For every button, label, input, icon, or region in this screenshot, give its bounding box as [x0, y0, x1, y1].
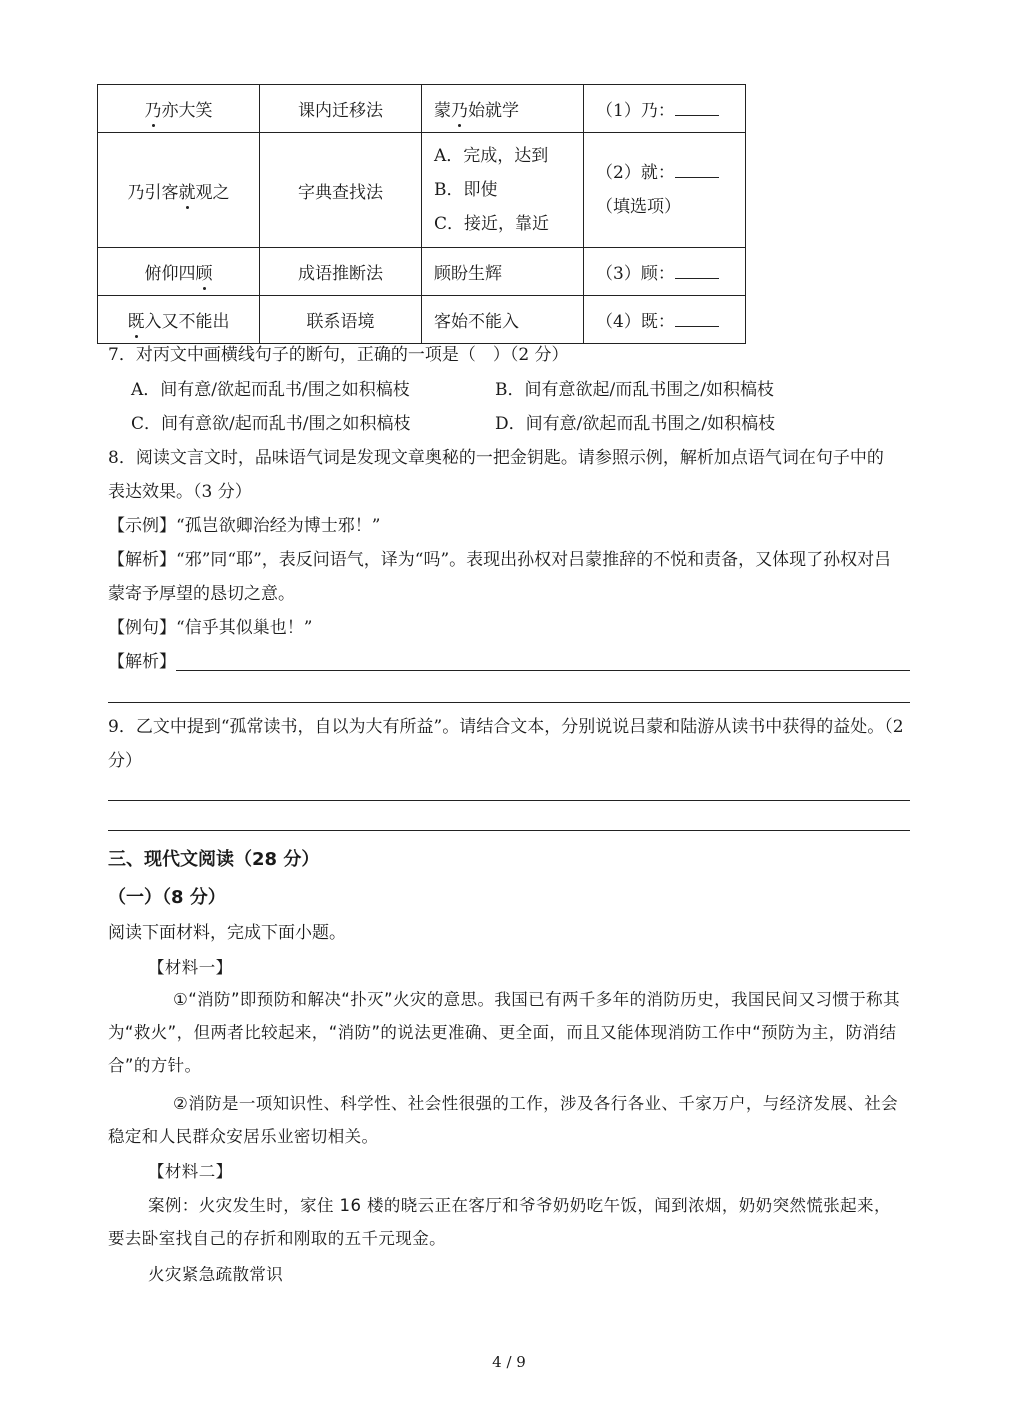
q9-line2: 分） — [108, 751, 142, 771]
q8-answer-line[interactable] — [176, 670, 910, 671]
table-row — [98, 296, 746, 344]
emphasis-dot-char: 就 — [179, 178, 196, 203]
vocab-table — [97, 84, 746, 344]
answer-blank[interactable] — [675, 310, 719, 327]
q8-stem-line1: 8．阅读文言文时，品味语气词是发现文章奥秘的一把金钥匙。请参照示例，解析加点语气词在句子中的 — [108, 448, 884, 468]
material1-text: ①“消防”即预防和解决“扑灭”火灾的意思。我国已有两千多年的消防历史，我国民间又习惯于称其 — [173, 990, 900, 1009]
q7-option-b[interactable]: B．间有意欲起/而乱书围之/如积槁枝 — [495, 380, 774, 400]
q8-stem-line2: 表达效果。（3 分） — [108, 482, 252, 502]
q7-option-a[interactable]: A．间有意/欲起而乱书/围之如积槁枝 — [131, 380, 410, 400]
table-cell: 顾盼生辉 — [422, 248, 584, 296]
emphasis-dot-char: 既 — [128, 307, 145, 332]
table-cell: 俯仰四顾 — [98, 248, 260, 296]
emphasis-dot-char: 顾 — [196, 259, 213, 284]
section-title: 三、现代文阅读（28 分） — [108, 849, 320, 870]
table-cell: 联系语境 — [260, 296, 422, 344]
options-cell — [422, 133, 584, 248]
table-cell: 字典查找法 — [260, 133, 422, 248]
fill-option-note: （填选项） — [596, 197, 681, 217]
q8-answer-label: 【解析】 — [108, 652, 176, 672]
q9-line1: 9．乙文中提到“孤常读书，自以为大有所益”。请结合文本，分别说说吕蒙和陆游从读书中获得的益处。（2 — [108, 717, 904, 737]
table-row — [98, 248, 746, 296]
table-cell: 乃亦大笑 — [98, 85, 260, 133]
emphasis-dot-char: 乃 — [451, 96, 468, 121]
option-b: B．即使 — [434, 180, 498, 200]
answer-cell: （2）就： （填选项） — [584, 133, 746, 248]
material2-text: 案例：火灾发生时，家住 16 楼的晓云正在客厅和爷爷奶奶吃午饭，闻到浓烟，奶奶突然慌张起来， — [148, 1196, 891, 1215]
table-cell: 蒙乃始就学 — [422, 85, 584, 133]
table-cell: 既入又不能出 — [98, 296, 260, 344]
material2-heading: 火灾紧急疏散常识 — [148, 1265, 284, 1284]
table-cell: 课内迁移法 — [260, 85, 422, 133]
table-cell: 成语推断法 — [260, 248, 422, 296]
table-cell: 乃引客就观之 — [98, 133, 260, 248]
section-intro: 阅读下面材料，完成下面小题。 — [108, 923, 346, 943]
answer-cell: （4）既： — [584, 296, 746, 344]
q9-answer-line[interactable] — [108, 830, 910, 831]
q8-analysis-line2: 蒙寄予厚望的恳切之意。 — [108, 584, 295, 604]
table-row — [98, 133, 746, 248]
q8-example: 【示例】“孤岂欲卿治经为博士邪！” — [108, 516, 381, 536]
emphasis-dot-char: 乃 — [145, 96, 162, 121]
option-a: A．完成，达到 — [434, 146, 549, 166]
material1-text: 为“救火”，但两者比较起来，“消防”的说法更准确、更全面，而且又能体现消防工作中“预防为主，防消结 — [108, 1023, 897, 1042]
answer-cell: （3）顾： — [584, 248, 746, 296]
answer-blank[interactable] — [675, 262, 719, 279]
q8-answer-line[interactable] — [108, 702, 910, 703]
page-number: 4 / 9 — [492, 1353, 526, 1371]
material1-text: 稳定和人民群众安居乐业密切相关。 — [108, 1127, 379, 1146]
material1-text: 合”的方针。 — [108, 1056, 202, 1075]
table-cell: 客始不能入 — [422, 296, 584, 344]
answer-cell: （1）乃： — [584, 85, 746, 133]
table-row — [98, 85, 746, 133]
q7-option-d[interactable]: D．间有意/欲起而乱书围之/如积槁枝 — [495, 414, 776, 434]
q8-sentence: 【例句】“信乎其似巢也！” — [108, 618, 313, 638]
q7-option-c[interactable]: C．间有意欲/起而乱书/围之如积槁枝 — [131, 414, 411, 434]
q8-analysis-line1: 【解析】“邪”同“耶”，表反问语气，译为“吗”。表现出孙权对吕蒙推辞的不悦和责备，又体现了孙权对吕 — [108, 550, 892, 570]
material1-text: ②消防是一项知识性、科学性、社会性很强的工作，涉及各行各业、千家万户，与经济发展、社会 — [173, 1094, 898, 1113]
answer-blank[interactable] — [675, 99, 719, 116]
q7-stem: 7．对丙文中画横线句子的断句，正确的一项是（ ）（2 分） — [108, 345, 569, 365]
option-c: C．接近，靠近 — [434, 214, 550, 234]
subsection-title: （一）（8 分） — [108, 887, 226, 908]
answer-blank[interactable] — [675, 161, 719, 178]
q9-answer-line[interactable] — [108, 800, 910, 801]
material2-text: 要去卧室找自己的存折和刚取的五千元现金。 — [108, 1229, 446, 1248]
material1-title: 【材料一】 — [148, 958, 233, 977]
material2-title: 【材料二】 — [148, 1162, 233, 1181]
